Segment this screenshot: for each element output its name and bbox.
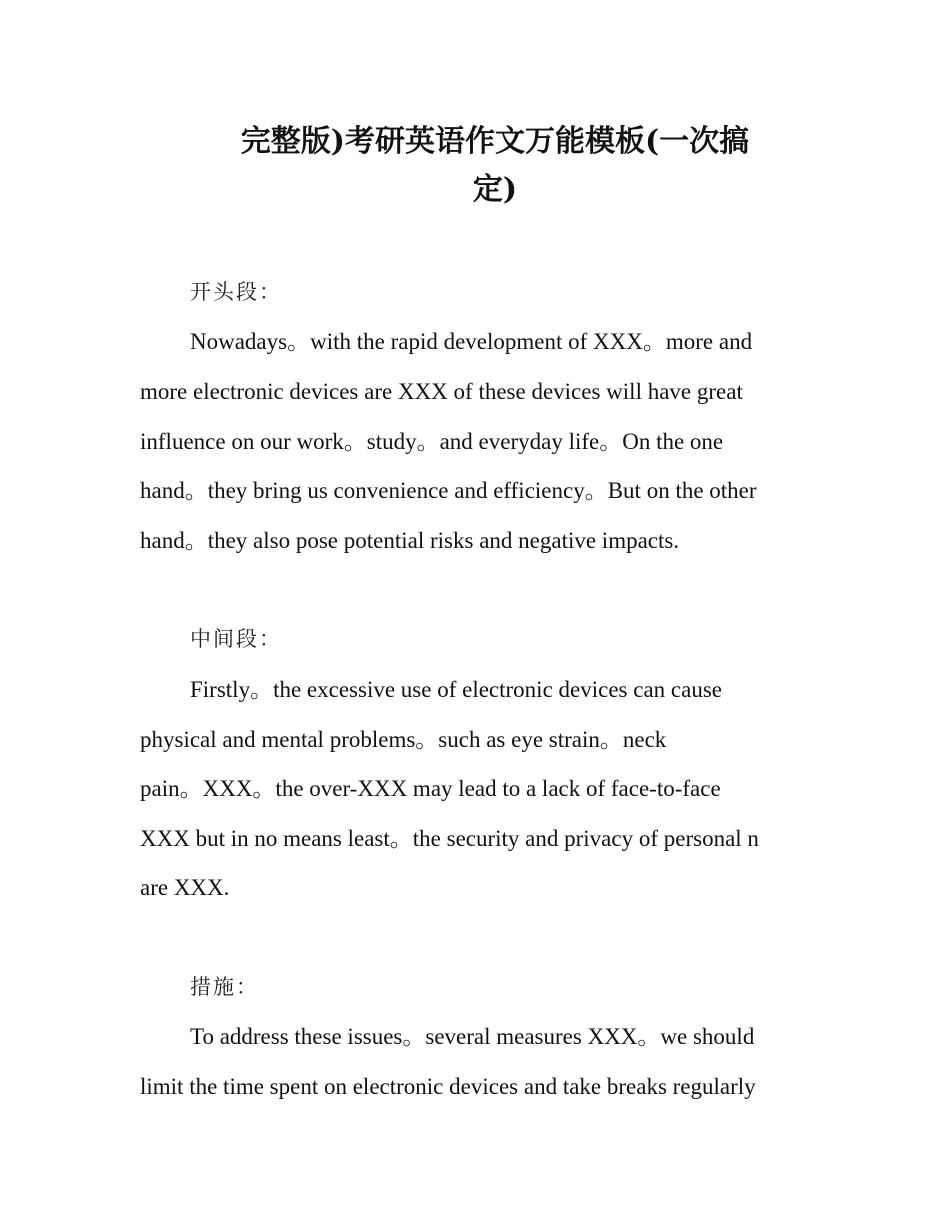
paragraph-line: physical and mental problems。such as eye strain。neck — [140, 727, 667, 752]
paragraph-line: hand。they also pose potential risks and negative impacts. — [140, 528, 680, 553]
title-line-2: 定) — [472, 172, 518, 207]
section-heading-opening: 开头段： — [190, 280, 282, 304]
section-heading-measures: 措施： — [190, 975, 259, 999]
paragraph-line: pain。XXX。the over-XXX may lead to a lack of face-to-face — [140, 776, 721, 801]
paragraph-line: are XXX. — [140, 875, 230, 900]
document-title — [175, 118, 815, 214]
paragraph-line: Firstly。the excessive use of electronic devices can cause — [190, 677, 722, 702]
paragraph-line: limit the time spent on electronic devices and take breaks regularly — [140, 1074, 756, 1099]
paragraph-line: influence on our work。study。and everyday life。On the one — [140, 429, 724, 454]
paragraph-line: XXX but in no means least。the security and privacy of personal n — [140, 826, 759, 851]
paragraph-line: more electronic devices are XXX of these devices will have great — [140, 379, 743, 404]
paragraph-line: Nowadays。with the rapid development of XXX。more and — [190, 329, 753, 354]
title-line-1: 完整版)考研英语作文万能模板(一次搞 — [240, 124, 750, 159]
paragraph-line: To address these issues。several measures XXX。we should — [190, 1024, 755, 1049]
paragraph-line: hand。they bring us convenience and efficiency。But on the other — [140, 478, 757, 503]
section-heading-middle: 中间段： — [190, 627, 282, 651]
